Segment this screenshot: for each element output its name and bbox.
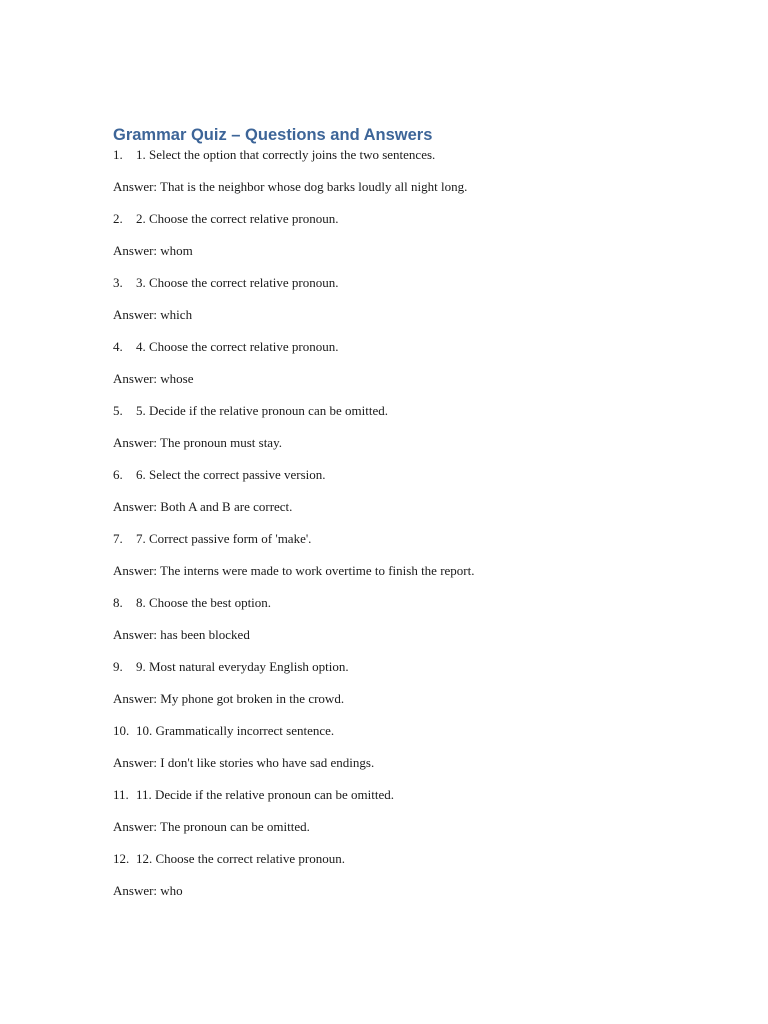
answer-text: Answer: I don't like stories who have sad endings. bbox=[113, 755, 375, 770]
qa-item bbox=[113, 402, 673, 451]
question-line bbox=[113, 530, 673, 547]
qa-item bbox=[113, 146, 673, 195]
list-number: 2. bbox=[113, 211, 123, 226]
question-line bbox=[113, 466, 673, 483]
question-line bbox=[113, 210, 673, 227]
list-number: 1. bbox=[113, 147, 123, 162]
answer-text: Answer: which bbox=[113, 307, 193, 322]
list-number: 10. bbox=[113, 723, 130, 738]
answer-text: Answer: whose bbox=[113, 371, 194, 386]
question-text: 5. Decide if the relative pronoun can be omitted. bbox=[136, 403, 388, 418]
question-line bbox=[113, 658, 673, 675]
list-number: 4. bbox=[113, 339, 123, 354]
list-number: 12. bbox=[113, 851, 130, 866]
list-number: 5. bbox=[113, 403, 123, 418]
question-line bbox=[113, 146, 673, 163]
qa-item bbox=[113, 530, 673, 579]
question-line bbox=[113, 274, 673, 291]
answer-text: Answer: who bbox=[113, 883, 183, 898]
question-text: 1. Select the option that correctly joins the two sentences. bbox=[136, 147, 436, 162]
qa-item bbox=[113, 658, 673, 707]
question-text: 8. Choose the best option. bbox=[136, 595, 272, 610]
list-number: 7. bbox=[113, 531, 123, 546]
question-line bbox=[113, 338, 673, 355]
document-content bbox=[113, 124, 673, 899]
answer-text: Answer: The pronoun can be omitted. bbox=[113, 819, 310, 834]
question-line bbox=[113, 402, 673, 419]
qa-item bbox=[113, 210, 673, 259]
question-line bbox=[113, 786, 673, 803]
qa-list bbox=[113, 146, 673, 899]
question-text: 11. Decide if the relative pronoun can be omitted. bbox=[136, 787, 394, 802]
answer-text: Answer: The interns were made to work overtime to finish the report. bbox=[113, 563, 475, 578]
question-text: 3. Choose the correct relative pronoun. bbox=[136, 275, 339, 290]
qa-item bbox=[113, 338, 673, 387]
qa-item bbox=[113, 850, 673, 899]
document-title: Grammar Quiz – Questions and Answers bbox=[113, 126, 433, 144]
question-line bbox=[113, 850, 673, 867]
question-line bbox=[113, 722, 673, 739]
list-number: 6. bbox=[113, 467, 123, 482]
answer-text: Answer: That is the neighbor whose dog barks loudly all night long. bbox=[113, 179, 468, 194]
list-number: 3. bbox=[113, 275, 123, 290]
answer-text: Answer: has been blocked bbox=[113, 627, 250, 642]
question-text: 2. Choose the correct relative pronoun. bbox=[136, 211, 339, 226]
list-number: 9. bbox=[113, 659, 123, 674]
question-text: 10. Grammatically incorrect sentence. bbox=[136, 723, 335, 738]
answer-text: Answer: My phone got broken in the crowd. bbox=[113, 691, 345, 706]
qa-item bbox=[113, 274, 673, 323]
question-line bbox=[113, 594, 673, 611]
qa-item bbox=[113, 594, 673, 643]
question-text: 9. Most natural everyday English option. bbox=[136, 659, 349, 674]
question-text: 7. Correct passive form of 'make'. bbox=[136, 531, 312, 546]
answer-text: Answer: whom bbox=[113, 243, 193, 258]
qa-item bbox=[113, 466, 673, 515]
qa-item bbox=[113, 786, 673, 835]
question-text: 6. Select the correct passive version. bbox=[136, 467, 326, 482]
question-text: 12. Choose the correct relative pronoun. bbox=[136, 851, 346, 866]
list-number: 11. bbox=[113, 787, 129, 802]
list-number: 8. bbox=[113, 595, 123, 610]
answer-text: Answer: The pronoun must stay. bbox=[113, 435, 282, 450]
qa-item bbox=[113, 722, 673, 771]
question-text: 4. Choose the correct relative pronoun. bbox=[136, 339, 339, 354]
answer-text: Answer: Both A and B are correct. bbox=[113, 499, 293, 514]
